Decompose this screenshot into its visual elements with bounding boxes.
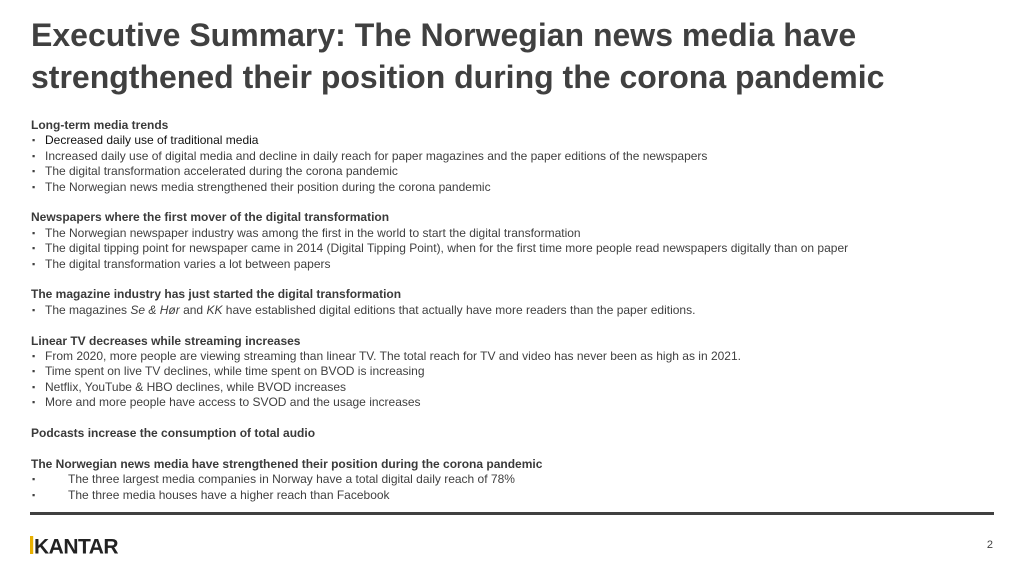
bullet-icon: ▪ [32, 243, 36, 254]
slide-title: Executive Summary: The Norwegian news media have strengthened their position during the corona pandemic [31, 17, 885, 95]
section-magazines [31, 287, 1001, 318]
section-heading: Podcasts increase the consumption of total audio [31, 426, 316, 441]
list-item: ▪ The Norwegian news media strengthened their position during the corona pandemic [32, 179, 491, 194]
list-item: ▪ More and more people have access to SVOD and the usage increases [32, 395, 421, 410]
bullet-icon: ▪ [32, 150, 36, 161]
logo-accent-bar [30, 536, 33, 554]
bullet-icon: ▪ [32, 135, 36, 146]
list-item: ▪ From 2020, more people are viewing streaming than linear TV. The total reach for TV and video has never been as high as in 2021. [32, 349, 741, 364]
bullet-icon: ▪ [32, 304, 36, 315]
page-number: 2 [986, 539, 993, 551]
list-item: ▪ The digital transformation accelerated during the corona pandemic [32, 164, 398, 179]
magazine-name: KK [206, 302, 223, 317]
section-long-term-trends [31, 118, 1001, 195]
bullet-icon: ▪ [32, 258, 36, 269]
list-item: ▪ The Norwegian newspaper industry was among the first in the world to start the digital transformation [32, 225, 581, 240]
bullet-list [31, 226, 1001, 272]
section-news-media [31, 457, 1001, 503]
bullet-icon: ▪ [32, 166, 36, 177]
summary-content [31, 118, 1001, 518]
section-heading: Newspapers where the first mover of the digital transformation [31, 210, 390, 225]
list-item: ▪ Increased daily use of digital media and decline in daily reach for paper magazines and the paper editions of the newspapers [32, 148, 708, 163]
magazine-name: Se & Hør [130, 302, 180, 317]
list-item: ▪ Decreased daily use of traditional media [32, 133, 259, 148]
bullet-list [31, 303, 1001, 318]
section-heading: Long-term media trends [31, 118, 169, 132]
section-heading: The magazine industry has just started the digital transformation [31, 287, 402, 302]
bullet-icon: ▪ [32, 351, 36, 362]
section-heading: The Norwegian news media have strengthened their position during the corona pandemic [31, 456, 543, 471]
bullet-icon: ▪ [32, 366, 36, 377]
list-item: ▪ The three largest media companies in Norway have a total digital daily reach of 78% [32, 472, 515, 487]
list-item: ▪ The magazines Se & Hør and KK have established digital editions that actually have more readers than the paper editions. [32, 302, 696, 317]
section-newspapers [31, 210, 1001, 272]
bullet-icon: ▪ [32, 397, 36, 408]
logo-text: KANTAR [34, 535, 119, 556]
bullet-icon: ▪ [32, 181, 36, 192]
bullet-list [31, 472, 1001, 503]
list-item: ▪ The digital tipping point for newspaper came in 2014 (Digital Tipping Point), when for the first time more people read newspapers digitally than on paper [32, 241, 849, 256]
section-linear-tv [31, 334, 1001, 411]
kantar-logo-icon [30, 534, 122, 556]
section-heading: Linear TV decreases while streaming increases [31, 333, 301, 348]
bullet-icon: ▪ [32, 489, 36, 500]
list-item: ▪ The digital transformation varies a lot between papers [32, 256, 331, 271]
bullet-icon: ▪ [32, 381, 36, 392]
bullet-icon: ▪ [32, 474, 36, 485]
footer-divider [30, 512, 994, 515]
kantar-logo [30, 533, 122, 557]
bullet-icon: ▪ [32, 227, 36, 238]
list-item: ▪ Time spent on live TV declines, while time spent on BVOD is increasing [32, 364, 425, 379]
bullet-list [31, 133, 1001, 195]
bullet-list [31, 349, 1001, 411]
section-podcasts [31, 426, 1001, 441]
list-item: ▪ Netflix, YouTube & HBO declines, while BVOD increases [32, 379, 347, 394]
list-item: ▪ The three media houses have a higher reach than Facebook [32, 487, 390, 502]
